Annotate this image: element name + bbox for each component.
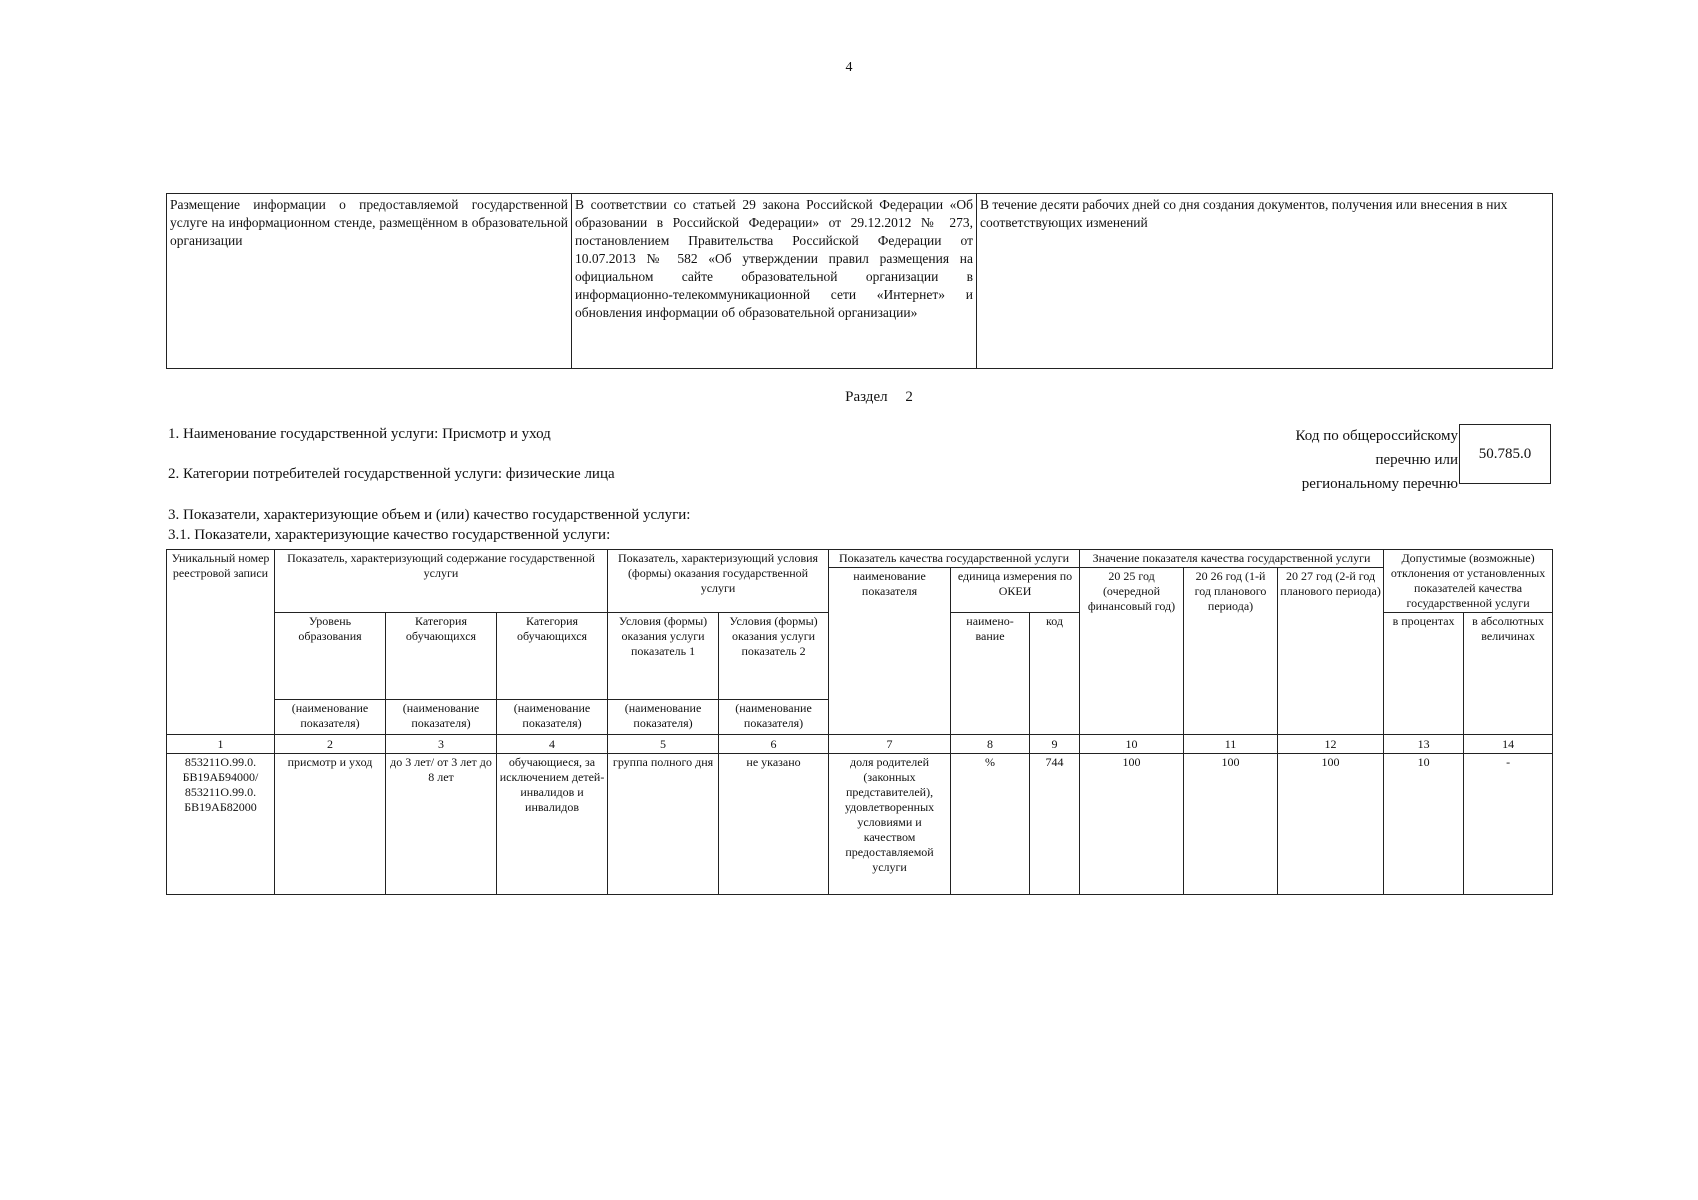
table-row bbox=[167, 194, 1553, 369]
header-deviation: Допустимые (возможные) отклонения от установленных показателей качества государственной услуги bbox=[1384, 550, 1553, 613]
cell-education-level: присмотр и уход bbox=[275, 754, 386, 895]
quality-line: 3.1. Показатели, характеризующие качество государственной услуги: bbox=[168, 527, 611, 543]
cell-indicator-name: доля родителей (законных представителей), удовлетворенных условиями и качеством предоставляемой услуги bbox=[829, 754, 951, 895]
section-title: Раздел 2 bbox=[845, 389, 913, 405]
code-label-line-3: региональному перечню bbox=[1301, 476, 1458, 492]
header-education-level: Уровень образования bbox=[275, 613, 386, 700]
header-indicator-label: (наименование показателя) bbox=[275, 700, 386, 735]
column-numbers-row bbox=[167, 735, 1553, 754]
service-name-line: 1. Наименование государственной услуги: Присмотр и уход bbox=[168, 426, 551, 442]
cell-deviation-percent: 10 bbox=[1384, 754, 1464, 895]
cell-registry-number: 853211О.99.0. БВ19АБ94000/ 853211О.99.0. БВ19АБ82000 bbox=[167, 754, 275, 895]
info-frequency-cell: В течение десяти рабочих дней со дня создания документов, получения или внесения в них соответствующих изменений bbox=[977, 194, 1553, 369]
code-label bbox=[1296, 424, 1458, 496]
column-number: 11 bbox=[1184, 735, 1278, 754]
column-number: 7 bbox=[829, 735, 951, 754]
header-deviation-percent: в процентах bbox=[1384, 613, 1464, 735]
cell-deviation-absolute: - bbox=[1464, 754, 1553, 895]
header-year-3: 20 27 год (2-й год планового периода) bbox=[1278, 568, 1384, 735]
column-number: 5 bbox=[608, 735, 719, 754]
column-number: 8 bbox=[951, 735, 1030, 754]
column-number: 1 bbox=[167, 735, 275, 754]
header-quality-values: Значение показателя качества государственной услуги bbox=[1080, 550, 1384, 568]
header-indicator-name: наименование показателя bbox=[829, 568, 951, 735]
column-number: 4 bbox=[497, 735, 608, 754]
cell-student-category-1: до 3 лет/ от 3 лет до 8 лет bbox=[386, 754, 497, 895]
code-label-line-1: Код по общероссийскому bbox=[1295, 428, 1458, 444]
header-condition-2: Условия (формы) оказания услуги показатель 2 bbox=[719, 613, 829, 700]
table-header-row-1 bbox=[167, 550, 1553, 568]
code-value-box: 50.785.0 bbox=[1459, 424, 1551, 484]
info-method-cell: Размещение информации о предоставляемой государственной услуге на информационном стенде, размещённом в образовательной организации bbox=[167, 194, 572, 369]
header-conditions-indicator: Показатель, характеризующий условия (формы) оказания государственной услуги bbox=[608, 550, 829, 613]
cell-year-2-value: 100 bbox=[1184, 754, 1278, 895]
header-indicator-label: (наименование показателя) bbox=[719, 700, 829, 735]
header-unit-code: код bbox=[1030, 613, 1080, 735]
header-indicator-label: (наименование показателя) bbox=[497, 700, 608, 735]
header-year-1: 20 25 год (очередной финансовый год) bbox=[1080, 568, 1184, 735]
column-number: 13 bbox=[1384, 735, 1464, 754]
cell-year-3-value: 100 bbox=[1278, 754, 1384, 895]
info-content-cell: В соответствии со статьей 29 закона Российской Федерации «Об образовании в Российской Федерации» от 29.12.2012 № 273, постановлением Правительства Российской Федерации от 10.07.2013 № 582 «Об утверждении правил размещения на официальном сайте образовательной организации в информационно-телекоммуникационной сети «Интернет» и обновления информации об образовательной организации» bbox=[572, 194, 977, 369]
header-indicator-label: (наименование показателя) bbox=[608, 700, 719, 735]
cell-student-category-2: обучающиеся, за исключением детей-инвалидов и инвалидов bbox=[497, 754, 608, 895]
column-number: 10 bbox=[1080, 735, 1184, 754]
header-year-2: 20 26 год (1-й год планового периода) bbox=[1184, 568, 1278, 735]
cell-unit-code: 744 bbox=[1030, 754, 1080, 895]
quality-indicators-table bbox=[166, 549, 1553, 895]
cell-condition-2: не указано bbox=[719, 754, 829, 895]
header-unique-number: Уникальный номер реестровой записи bbox=[167, 550, 275, 735]
header-condition-1: Условия (формы) оказания услуги показатель 1 bbox=[608, 613, 719, 700]
consumers-line: 2. Категории потребителей государственной услуги: физические лица bbox=[168, 466, 615, 482]
column-number: 3 bbox=[386, 735, 497, 754]
indicators-line: 3. Показатели, характеризующие объем и (или) качество государственной услуги: bbox=[168, 507, 691, 523]
header-quality-indicator: Показатель качества государственной услуги bbox=[829, 550, 1080, 568]
column-number: 12 bbox=[1278, 735, 1384, 754]
column-number: 2 bbox=[275, 735, 386, 754]
code-label-line-2: перечню или bbox=[1375, 452, 1458, 468]
header-deviation-absolute: в абсолютных величинах bbox=[1464, 613, 1553, 735]
cell-year-1-value: 100 bbox=[1080, 754, 1184, 895]
column-number: 14 bbox=[1464, 735, 1553, 754]
header-student-category-2: Категория обучающихся bbox=[497, 613, 608, 700]
table-row bbox=[167, 754, 1553, 895]
header-student-category-1: Категория обучающихся bbox=[386, 613, 497, 700]
cell-condition-1: группа полного дня bbox=[608, 754, 719, 895]
page-number: 4 bbox=[845, 60, 853, 75]
column-number: 6 bbox=[719, 735, 829, 754]
info-placement-table bbox=[166, 193, 1553, 369]
column-number: 9 bbox=[1030, 735, 1080, 754]
header-unit-okei: единица измерения по ОКЕИ bbox=[951, 568, 1080, 613]
cell-unit-name: % bbox=[951, 754, 1030, 895]
header-unit-name: наимено-вание bbox=[951, 613, 1030, 735]
header-content-indicator: Показатель, характеризующий содержание государственной услуги bbox=[275, 550, 608, 613]
header-indicator-label: (наименование показателя) bbox=[386, 700, 497, 735]
